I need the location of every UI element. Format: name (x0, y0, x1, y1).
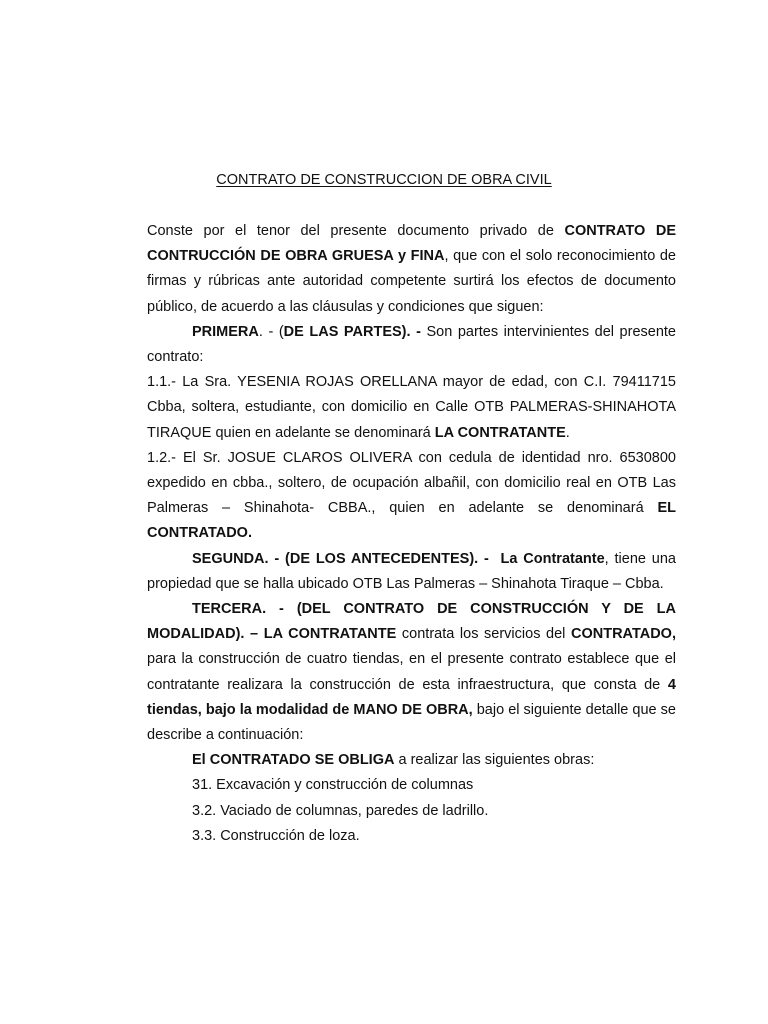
clause-tercera-modality: 4 tiendas, bajo la modalidad de MANO DE OBRA, (147, 676, 676, 718)
clause-tercera-text-3: bajo el siguiente detalle que se describe a continuación: (147, 701, 676, 744)
item-1-1 (147, 370, 676, 446)
document-body (147, 219, 676, 849)
clause-tercera-text-2: para la construcción de cuatro tiendas, en el presente contrato establece que el contratante realizara la construcción de esta infraestructura, que consta de (147, 651, 676, 693)
clause-tercera-text-1: contrata los servicios del (396, 626, 571, 643)
document-title: CONTRATO DE CONSTRUCCION DE OBRA CIVIL (216, 172, 552, 188)
item-1-2 (147, 446, 676, 547)
obligation-intro (147, 748, 676, 773)
clause-segunda (147, 547, 676, 597)
clause-segunda-text: , tiene una propiedad que se halla ubicado OTB Las Palmeras – Shinahota Tiraque – Cbba. (147, 550, 676, 592)
clause-primera-text: Son partes intervinientes del presente contrato: (147, 323, 676, 366)
clause-tercera-party: CONTRATADO, (571, 626, 676, 643)
clause-primera (147, 320, 676, 370)
obra-item: 3.2. Vaciado de columnas, paredes de ladrillo. (192, 802, 489, 819)
clause-tercera (147, 597, 676, 748)
intro-text-2: , que con el solo reconocimiento de firmas y rúbricas ante autoridad competente surtirá los efectos de documento público, de acuerdo a las cláusulas y condiciones que siguen: (147, 248, 676, 315)
clause-tercera-heading: TERCERA. - (DEL CONTRATO DE CONSTRUCCIÓN Y DE LA MODALIDAD). – LA CONTRATANTE (147, 601, 676, 643)
clause-segunda-heading: SEGUNDA. - (DE LOS ANTECEDENTES). - (192, 550, 489, 567)
obligation-heading: El CONTRATADO SE OBLIGA (192, 752, 395, 769)
item-1-1-party: LA CONTRATANTE (434, 424, 566, 441)
obra-item: 31. Excavación y construcción de columnas (192, 777, 474, 794)
clause-primera-sep: . - ( (258, 323, 284, 340)
obra-item: 3.3. Construcción de loza. (192, 827, 360, 844)
item-1-1-text: 1.1.- La Sra. YESENIA ROJAS ORELLANA mayor de edad, con C.I. 79411715 Cbba, soltera, estudiante, con domicilio en Calle OTB PALMERAS-SHINAHOTA TIRAQUE quien en adelante se denominará (147, 374, 676, 441)
intro-contract-type: CONTRATO DE CONTRUCCIÓN DE OBRA GRUESA y FINA (147, 223, 676, 265)
clause-segunda-sep (489, 551, 501, 567)
clause-primera-label: PRIMERA (192, 323, 259, 340)
obligation-text: a realizar las siguientes obras: (394, 752, 595, 769)
item-1-2-text: 1.2.- El Sr. JOSUE CLAROS OLIVERA con cedula de identidad nro. 6530800 expedido en cbba., soltero, de ocupación albañil, con domicilio real en OTB Las Palmeras – Shinahota- CBBA., quien en adelante se denominará (147, 449, 676, 517)
clause-segunda-party: La Contratante (500, 550, 605, 567)
intro-paragraph (147, 219, 676, 320)
clause-primera-heading: DE LAS PARTES). - (283, 323, 421, 340)
item-1-2-party: EL CONTRATADO. (147, 500, 676, 542)
item-1-1-end: . (565, 424, 570, 441)
intro-text-1: Conste por el tenor del presente documento privado de (147, 223, 565, 239)
